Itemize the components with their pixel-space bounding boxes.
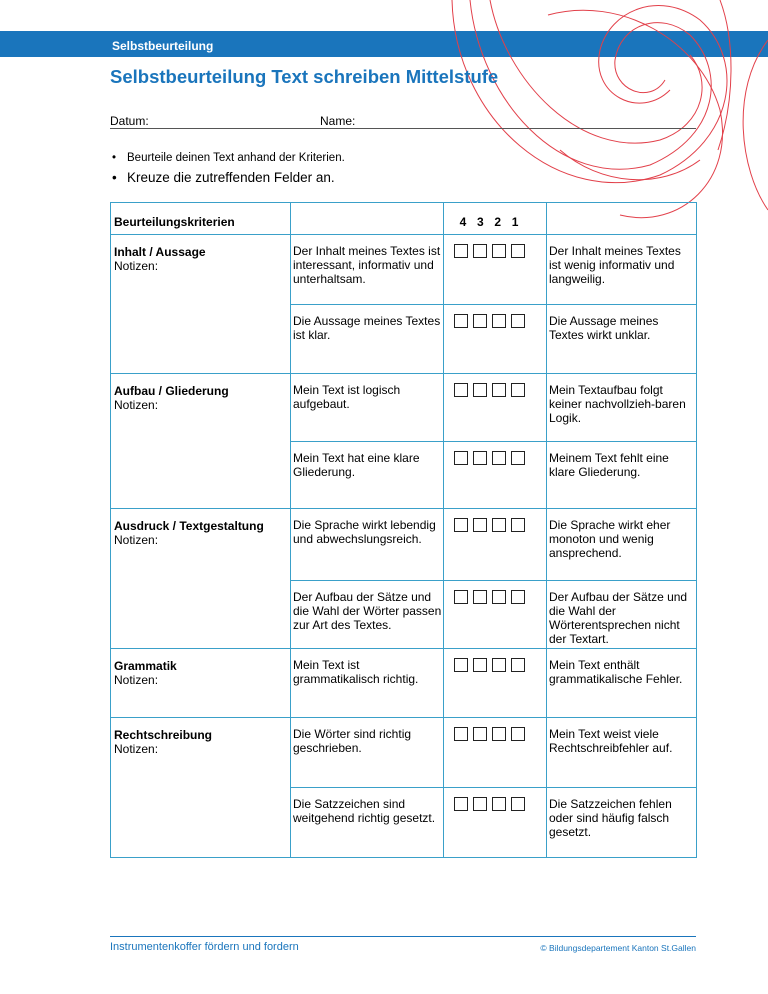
positive-criterion: Die Wörter sind richtig geschrieben. — [291, 718, 444, 788]
rating-checkbox-4[interactable] — [454, 518, 468, 532]
rating-checkbox-2[interactable] — [492, 314, 506, 328]
scale-header — [444, 203, 547, 235]
rating-checkbox-3[interactable] — [473, 451, 487, 465]
rating-checkbox-4[interactable] — [454, 658, 468, 672]
meta-line — [110, 114, 696, 129]
table-row — [111, 718, 697, 788]
notes-label: Notizen: — [114, 398, 159, 412]
category-name: Grammatik — [114, 659, 177, 673]
rating-checkbox-1[interactable] — [511, 797, 525, 811]
rating-checkbox-2[interactable] — [492, 244, 506, 258]
rating-checkbox-4[interactable] — [454, 314, 468, 328]
rating-checkbox-2[interactable] — [492, 797, 506, 811]
scale-label: 1 — [511, 215, 519, 229]
footer — [110, 936, 696, 953]
instruction-item: • Beurteile deinen Text anhand der Kriterien. — [110, 152, 345, 170]
notes-label: Notizen: — [114, 533, 159, 547]
category-cell — [111, 374, 291, 509]
rating-checkbox-3[interactable] — [473, 518, 487, 532]
negative-criterion: Die Sprache wirkt eher monoton und wenig ansprechend. — [547, 509, 697, 581]
rating-checkbox-4[interactable] — [454, 590, 468, 604]
rating-checkbox-1[interactable] — [511, 590, 525, 604]
rating-checkbox-1[interactable] — [511, 244, 525, 258]
rating-boxes — [444, 581, 547, 649]
rating-checkbox-2[interactable] — [492, 590, 506, 604]
negative-criterion: Der Inhalt meines Textes ist wenig informativ und langweilig. — [547, 235, 697, 305]
positive-criterion: Der Aufbau der Sätze und die Wahl der Wörter passen zur Art des Textes. — [291, 581, 444, 649]
rating-checkbox-3[interactable] — [473, 797, 487, 811]
category-cell — [111, 509, 291, 649]
rating-checkbox-2[interactable] — [492, 383, 506, 397]
negative-criterion: Mein Textaufbau folgt keiner nachvollzieh-baren Logik. — [547, 374, 697, 442]
page-title: Selbstbeurteilung Text schreiben Mittelstufe — [110, 66, 499, 87]
table-row — [111, 509, 697, 581]
rating-boxes — [444, 305, 547, 374]
rating-checkbox-1[interactable] — [511, 727, 525, 741]
category-cell — [111, 649, 291, 718]
negative-criterion: Mein Text weist viele Rechtschreibfehler auf. — [547, 718, 697, 788]
table-row — [111, 649, 697, 718]
negative-criterion: Der Aufbau der Sätze und die Wahl der Wörterentsprechen nicht der Textart. — [547, 581, 697, 649]
positive-criterion: Mein Text ist logisch aufgebaut. — [291, 374, 444, 442]
scale-label: 2 — [494, 215, 502, 229]
category-name: Ausdruck / Textgestaltung — [114, 519, 264, 533]
criteria-table — [110, 202, 697, 858]
rating-checkbox-2[interactable] — [492, 518, 506, 532]
negative-criterion: Die Satzzeichen fehlen oder sind häufig falsch gesetzt. — [547, 788, 697, 858]
instruction-item: • Kreuze die zutreffenden Felder an. — [110, 170, 345, 185]
rating-boxes — [444, 649, 547, 718]
positive-criterion: Der Inhalt meines Textes ist interessant, informativ und unterhaltsam. — [291, 235, 444, 305]
rating-checkbox-4[interactable] — [454, 244, 468, 258]
date-label: Datum: — [110, 114, 149, 128]
positive-criterion: Die Aussage meines Textes ist klar. — [291, 305, 444, 374]
rating-checkbox-4[interactable] — [454, 451, 468, 465]
notes-label: Notizen: — [114, 673, 159, 687]
rating-boxes — [444, 788, 547, 858]
positive-criterion: Die Sprache wirkt lebendig und abwechslungsreich. — [291, 509, 444, 581]
rating-checkbox-2[interactable] — [492, 727, 506, 741]
table-row — [111, 374, 697, 442]
table-header-label: Beurteilungskriterien — [111, 203, 291, 235]
instructions-list — [110, 152, 345, 185]
rating-boxes — [444, 235, 547, 305]
header-banner — [0, 31, 768, 57]
rating-checkbox-1[interactable] — [511, 658, 525, 672]
footer-right: © Bildungsdepartement Kanton St.Gallen — [540, 943, 696, 953]
rating-checkbox-3[interactable] — [473, 244, 487, 258]
positive-criterion: Mein Text hat eine klare Gliederung. — [291, 442, 444, 509]
rating-checkbox-3[interactable] — [473, 590, 487, 604]
rating-checkbox-3[interactable] — [473, 658, 487, 672]
positive-criterion: Die Satzzeichen sind weitgehend richtig gesetzt. — [291, 788, 444, 858]
rating-checkbox-2[interactable] — [492, 658, 506, 672]
rating-checkbox-2[interactable] — [492, 451, 506, 465]
negative-criterion: Die Aussage meines Textes wirkt unklar. — [547, 305, 697, 374]
category-name: Inhalt / Aussage — [114, 245, 206, 259]
rating-checkbox-4[interactable] — [454, 797, 468, 811]
name-label: Name: — [320, 114, 356, 128]
table-header-row — [111, 203, 697, 235]
rating-boxes — [444, 509, 547, 581]
positive-criterion: Mein Text ist grammatikalisch richtig. — [291, 649, 444, 718]
scale-label: 4 — [459, 215, 467, 229]
rating-checkbox-1[interactable] — [511, 314, 525, 328]
rating-checkbox-4[interactable] — [454, 727, 468, 741]
rating-boxes — [444, 718, 547, 788]
rating-boxes — [444, 442, 547, 509]
category-name: Rechtschreibung — [114, 728, 213, 742]
notes-label: Notizen: — [114, 742, 159, 756]
footer-left: Instrumentenkoffer fördern und fordern — [110, 941, 299, 953]
category-name: Aufbau / Gliederung — [114, 384, 229, 398]
banner-title: Selbstbeurteilung — [112, 39, 214, 53]
rating-boxes — [444, 374, 547, 442]
category-cell — [111, 718, 291, 858]
rating-checkbox-3[interactable] — [473, 727, 487, 741]
rating-checkbox-1[interactable] — [511, 451, 525, 465]
negative-criterion: Meinem Text fehlt eine klare Gliederung. — [547, 442, 697, 509]
table-row — [111, 235, 697, 305]
negative-criterion: Mein Text enthält grammatikalische Fehler. — [547, 649, 697, 718]
rating-checkbox-1[interactable] — [511, 383, 525, 397]
scale-label: 3 — [477, 215, 484, 229]
category-cell — [111, 235, 291, 374]
rating-checkbox-1[interactable] — [511, 518, 525, 532]
notes-label: Notizen: — [114, 259, 159, 273]
rating-checkbox-4[interactable] — [454, 383, 468, 397]
rating-checkbox-3[interactable] — [473, 383, 487, 397]
rating-checkbox-3[interactable] — [473, 314, 487, 328]
